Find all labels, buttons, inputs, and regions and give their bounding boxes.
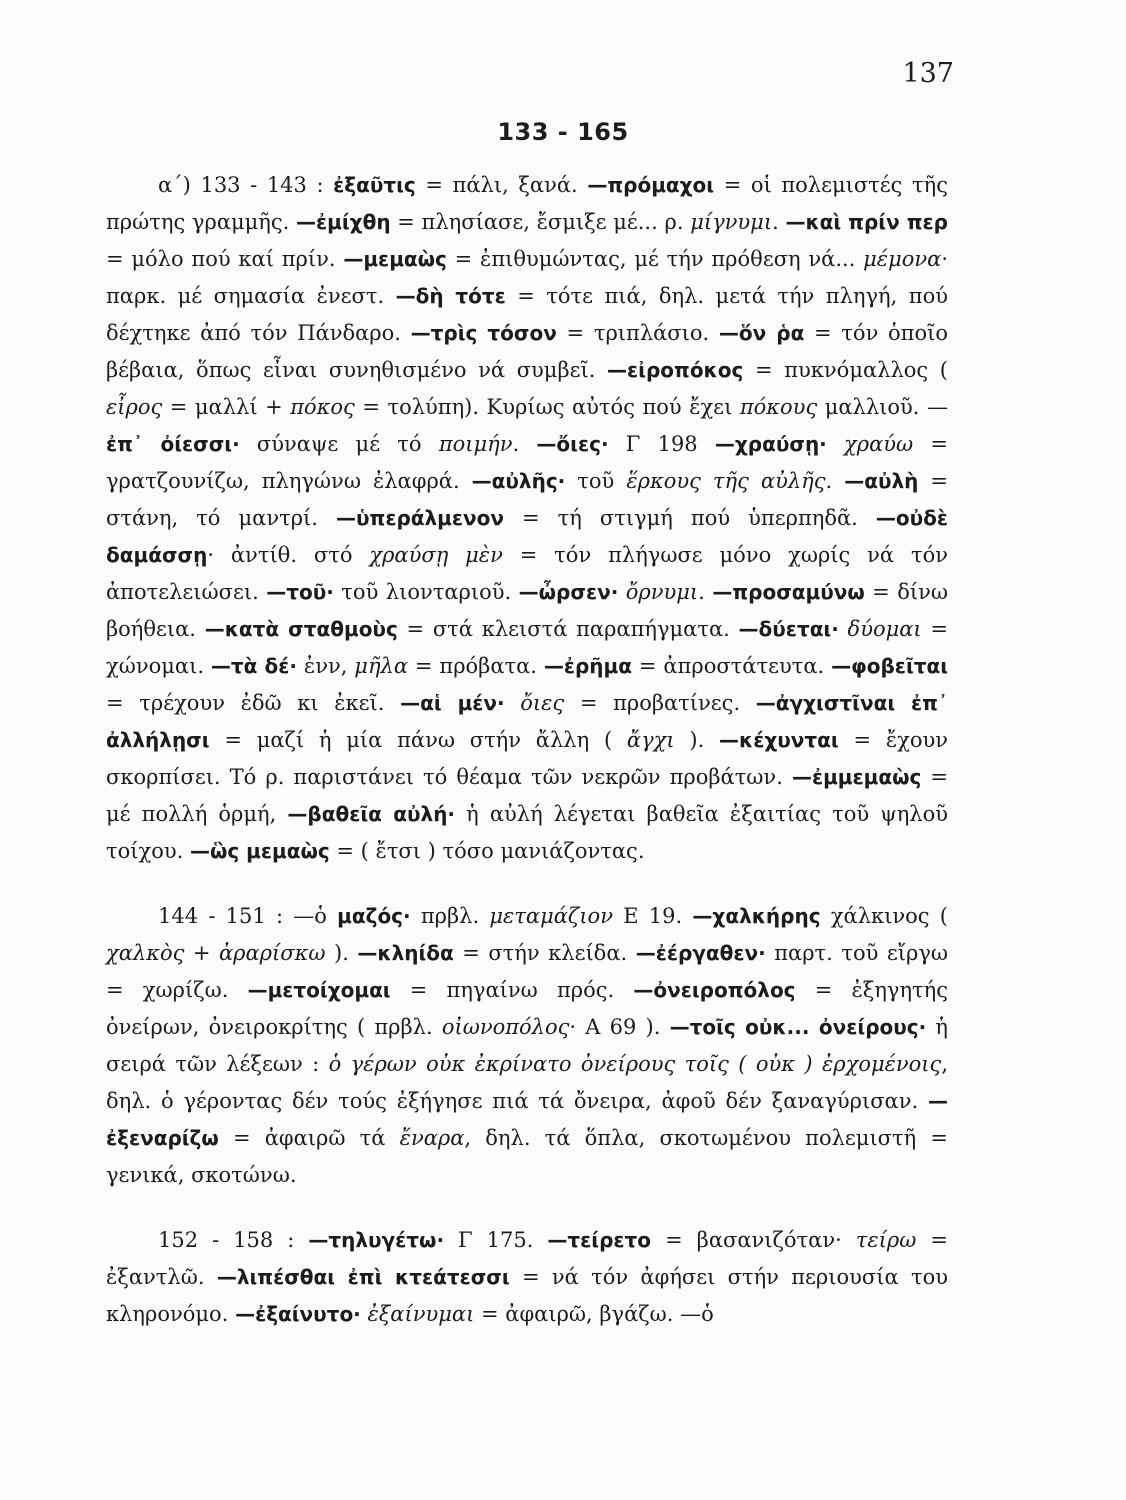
text-run: παρτ. τοῦ εἴργω = χωρίζω. xyxy=(106,941,949,1002)
italic-term: οἰωνοπόλος xyxy=(441,1015,570,1039)
lemma: —τρὶς τόσον xyxy=(410,321,557,345)
paragraph-152-158 xyxy=(106,1222,948,1333)
text-run: = μόλο πού καί πρίν. xyxy=(106,247,344,271)
lemma: —δὴ τότε xyxy=(395,284,506,308)
lemma: —αἱ μέν· xyxy=(400,691,505,715)
lemma: —ὦρσεν· xyxy=(518,580,619,604)
lemma: —χαλκήρης xyxy=(692,904,821,928)
text-run: 152 - 158 : xyxy=(158,1228,309,1252)
text-run: . xyxy=(512,432,537,456)
lemma: —τὰ δέ· xyxy=(210,654,298,678)
text-run: = στά κλειστά παραπήγματα. xyxy=(397,617,739,641)
text-run: Γ 175. xyxy=(444,1228,548,1252)
italic-term: μίγνυμι xyxy=(690,210,773,234)
lemma: —λιπέσθαι ἐπὶ κτεάτεσσι xyxy=(216,1265,510,1289)
lemma: —καὶ πρίν περ xyxy=(785,210,948,234)
text-run: ἡ αὐλή λέγεται βαθεῖα ἐξαιτίας τοῦ ψηλοῦ τοίχου. xyxy=(106,802,949,863)
paragraph-144-151 xyxy=(106,898,948,1194)
text-run: = πάλι, ξανά. xyxy=(415,173,588,197)
lemma: —ὀνειροπόλος xyxy=(633,978,796,1002)
text-run: = στήν κλείδα. xyxy=(453,941,636,965)
text-run: σύναψε μέ τό xyxy=(239,432,439,456)
text-run: = οἱ πολεμιστές τῆς πρώτης γραμμῆς. xyxy=(106,173,948,234)
text-run: = μαζί ἡ μία πάνω στήν ἄλλη ( xyxy=(209,728,627,752)
italic-term: δύομαι xyxy=(847,617,922,641)
lemma: —εἰροπόκος xyxy=(607,358,744,382)
text-run: = μέ πολλή ὁρμή, xyxy=(106,765,948,826)
italic-term: μέμονα xyxy=(863,247,942,271)
text-run: = πλησίασε, ἔσμιξε μέ... ρ. xyxy=(390,210,691,234)
lemma: —βαθεῖα αὐλή· xyxy=(287,802,456,826)
text-run: = πρόβατα. xyxy=(408,654,544,678)
text-run: = ἐπιθυμώντας, μέ τήν πρόθεση νά... xyxy=(446,247,864,271)
text-run: = τρέχουν ἐδῶ κι ἐκεῖ. xyxy=(106,691,401,715)
text-run: ἐνν, xyxy=(297,654,355,678)
text-run: = βασανιζόταν· xyxy=(651,1228,856,1252)
text-run: χάλκινος ( xyxy=(820,904,948,928)
text-run: πρβλ. xyxy=(410,904,490,928)
lemma: ἐξαῦτις xyxy=(333,173,416,197)
page-number: 137 xyxy=(902,58,954,89)
italic-term: πόκους xyxy=(739,395,818,419)
lemma: —προσαμύνω xyxy=(712,580,865,604)
italic-term: ὁ γέρων οὐκ ἐκρίνατο ὀνείρους τοῖς ( οὐκ ) ἐρχομένοις xyxy=(328,1052,942,1076)
lemma: —οὐδὲ δαμάσσῃ xyxy=(106,506,948,567)
text-run: = ἔχουν σκορπίσει. Τό ρ. παριστάνει τό θέαμα τῶν νεκρῶν προβάτων. xyxy=(106,728,948,789)
text-run: = τότε πιά, δηλ. μετά τήν πληγή, πού δέχτηκε ἀπό τόν Πάνδαρο. xyxy=(106,284,948,345)
italic-term: ποιμήν xyxy=(438,432,513,456)
text-run: = τόν πλήγωσε μόνο χωρίς νά τόν ἀποτελειώσει. xyxy=(106,543,949,604)
lemma: ἐπ᾽ ὀίεσσι· xyxy=(106,432,240,456)
italic-term: χραύσῃ μὲν xyxy=(369,543,503,567)
text-run: = τολύπη). Κυρίως αὐτός πού ἔχει xyxy=(354,395,740,419)
lemma: —ἐξαίνυτο· xyxy=(235,1302,361,1326)
lemma: —ὑπεράλμενον xyxy=(336,506,505,530)
text-run: · ἀντίθ. στό xyxy=(207,543,370,567)
italic-term: ἕρκους τῆς αὐλῆς xyxy=(626,469,826,493)
text-run: , δηλ. τά ὅπλα, σκοτωμένου πολεμιστῆ = γενικά, σκοτώνω. xyxy=(106,1126,948,1187)
italic-term: ὄρνυμι xyxy=(625,580,699,604)
lemma: —ἐμίχθη xyxy=(296,210,391,234)
text-run xyxy=(505,691,521,715)
lemma: —ἐξεναρίζω xyxy=(106,1089,948,1150)
italic-term: εἶρος xyxy=(106,395,163,419)
text-run: = ἀπροστάτευτα. xyxy=(632,654,832,678)
italic-term: χραύω xyxy=(844,432,914,456)
text-run xyxy=(839,617,848,641)
text-run: = τριπλάσιο. xyxy=(556,321,719,345)
paragraph-133-143 xyxy=(106,167,948,870)
italic-term: τείρω xyxy=(855,1228,917,1252)
lemma: —ἐρῆμα xyxy=(543,654,633,678)
text-run: . xyxy=(825,469,845,493)
lemma: —αὐλὴ xyxy=(844,469,919,493)
lemma: —μεμαὼς xyxy=(343,247,447,271)
lemma: —δύεται· xyxy=(738,617,839,641)
lemma: —κατὰ σταθμοὺς xyxy=(204,617,398,641)
lemma: —αὐλῆς· xyxy=(471,469,566,493)
text-run: = στάνη, τό μαντρί. xyxy=(106,469,948,530)
lemma: —ἀγχιστῖναι ἐπ᾽ ἀλλήλῃσι xyxy=(106,691,948,752)
lemma: —τοῖς οὐκ... ὀνείρους· xyxy=(669,1015,927,1039)
lemma: —ὅν ῥα xyxy=(718,321,805,345)
text-run: · Α 69 ). xyxy=(569,1015,670,1039)
text-run xyxy=(618,580,625,604)
italic-term: μεταμάζιον xyxy=(489,904,613,928)
text-run: ). xyxy=(674,728,720,752)
lemma: —πρόμαχοι xyxy=(587,173,715,197)
lemma: —κληίδα xyxy=(357,941,454,965)
italic-term: ἐξαίνυμαι xyxy=(367,1302,475,1326)
text-run: . xyxy=(698,580,713,604)
text-run: . xyxy=(772,210,786,234)
text-run: μαλλιοῦ. — xyxy=(817,395,948,419)
text-run: = ( ἔτσι ) τόσο μανιάζοντας. xyxy=(329,839,645,863)
text-run: = τή στιγμή πού ὑπερπηδᾶ. xyxy=(504,506,876,530)
text-run: Γ 198 xyxy=(608,432,715,456)
text-run: α΄) 133 - 143 : xyxy=(158,173,334,197)
text-run xyxy=(827,432,844,456)
italic-term: ὄιες xyxy=(520,691,565,715)
text-run: = πυκνόμαλλος ( xyxy=(743,358,948,382)
text-run: = ἐξηγητής ὀνείρων, ὀνειροκρίτης ( πρβλ. xyxy=(106,978,948,1039)
text-run: ἡ σειρά τῶν λέξεων : xyxy=(106,1015,948,1076)
text-run: τοῦ λιονταριοῦ. xyxy=(333,580,519,604)
italic-term: ἄγχι xyxy=(626,728,675,752)
italic-term: χαλκὸς + ἀραρίσκω xyxy=(106,941,326,965)
text-run: Ε 19. xyxy=(612,904,693,928)
lemma: —τείρετο xyxy=(547,1228,652,1252)
text-run: = ἀφαιρῶ, βγάζω. —ὁ xyxy=(474,1302,714,1326)
lemma: —ὄιες· xyxy=(536,432,609,456)
lemma: —τοῦ· xyxy=(266,580,334,604)
text-run: = μαλλί + xyxy=(162,395,291,419)
text-run: = τόν ὁποῖο βέβαια, ὅπως εἶναι συνηθισμένο νά συμβεῖ. xyxy=(106,321,948,382)
text-run: = γρατζουνίζω, πληγώνω ἐλαφρά. xyxy=(106,432,948,493)
italic-term: ἔναρα xyxy=(399,1126,465,1150)
lemma: —κέχυνται xyxy=(719,728,839,752)
italic-term: πόκος xyxy=(290,395,355,419)
text-run: = προβατίνες. xyxy=(564,691,756,715)
text-run: = χώνομαι. xyxy=(106,617,948,678)
text-run: , δηλ. ὁ γέροντας δέν τούς ἐξήγησε πιά τά ὄνειρα, ἀφοῦ δέν ξαναγύρισαν. xyxy=(106,1052,948,1113)
text-run: = νά τόν ἀφήσει στήν περιουσία του κληρονόμο. xyxy=(106,1265,948,1326)
text-run: · παρκ. μέ σημασία ἐνεστ. xyxy=(106,247,948,308)
text-run: τοῦ xyxy=(565,469,627,493)
text-run: = ἀφαιρῶ τά xyxy=(218,1126,400,1150)
text-run: ). xyxy=(325,941,358,965)
text-run: 144 - 151 : —ὁ xyxy=(158,904,338,928)
paragraph-gap xyxy=(106,870,948,898)
text-run: = ἐξαντλῶ. xyxy=(106,1228,948,1289)
text-run: = πηγαίνω πρός. xyxy=(390,978,634,1002)
lemma: —χραύσῃ· xyxy=(714,432,827,456)
commentary-body xyxy=(106,167,948,1333)
lemma: —μετοίχομαι xyxy=(247,978,391,1002)
lemma: μαζός· xyxy=(337,904,411,928)
lemma: —ἐέργαθεν· xyxy=(635,941,766,965)
paragraph-gap xyxy=(106,1194,948,1222)
section-heading: 133 - 165 xyxy=(497,118,629,146)
lemma: —ὣς μεμαὼς xyxy=(189,839,330,863)
text-run: = δίνω βοήθεια. xyxy=(106,580,949,641)
lemma: —τηλυγέτω· xyxy=(308,1228,445,1252)
lemma: —φοβεῖται xyxy=(831,654,949,678)
italic-term: μῆλα xyxy=(354,654,409,678)
lemma: —ἐμμεμαὼς xyxy=(791,765,922,789)
